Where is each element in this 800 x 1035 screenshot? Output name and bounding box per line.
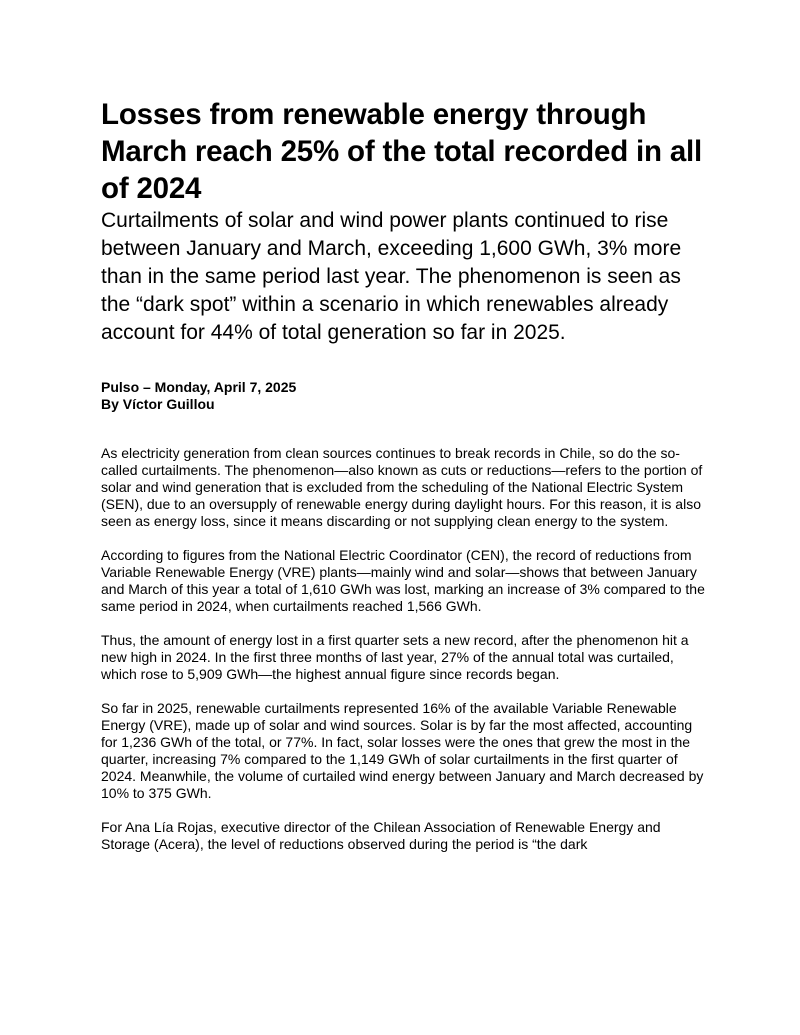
body-paragraph: For Ana Lía Rojas, executive director of the Chilean Association of Renewable Energy and Storage (Acera), the level of reductions observed during the period is “the dark — [101, 819, 661, 852]
source-date: Pulso – Monday, April 7, 2025 — [101, 379, 297, 395]
body-paragraph: As electricity generation from clean sources continues to break records in Chile, so do the so-called curtailments. The phenomenon—also known as cuts or reductions—refers to the portion of solar and wind generation that is excluded from the scheduling of the National Electric System (SEN), due to an oversupply of renewable energy during daylight hours. For this reason, it is also seen as energy loss, since it means discarding or not supplying clean energy to the system. — [101, 445, 703, 529]
byline — [101, 379, 711, 413]
article — [101, 96, 711, 870]
article-body — [101, 445, 711, 853]
author: By Víctor Guillou — [101, 396, 215, 412]
article-subheadline: Curtailments of solar and wind power plants continued to rise between January and March, exceeding 1,600 GWh, 3% more than in the same period last year. The phenomenon is seen as the “dark spot” within a scenario in which renewables already account for 44% of total generation so far in 2025. — [101, 209, 682, 344]
body-paragraph: According to figures from the National Electric Coordinator (CEN), the record of reductions from Variable Renewable Energy (VRE) plants—mainly wind and solar—shows that between January and March of this year a total of 1,610 GWh was lost, marking an increase of 3% compared to the same period in 2024, when curtailments reached 1,566 GWh. — [101, 547, 705, 614]
body-paragraph: Thus, the amount of energy lost in a first quarter sets a new record, after the phenomenon hit a new high in 2024. In the first three months of last year, 27% of the annual total was curtailed, which rose to 5,909 GWh—the highest annual figure since records began. — [101, 632, 689, 682]
article-headline: Losses from renewable energy through March reach 25% of the total recorded in all of 2024 — [101, 98, 703, 205]
body-paragraph: So far in 2025, renewable curtailments represented 16% of the available Variable Renewable Energy (VRE), made up of solar and wind sources. Solar is by far the most affected, accounting for 1,236 GWh of the total, or 77%. In fact, solar losses were the ones that grew the most in the quarter, increasing 7% compared to the 1,149 GWh of solar curtailments in the first quarter of 2024. Meanwhile, the volume of curtailed wind energy between January and March decreased by 10% to 375 GWh. — [101, 700, 704, 801]
